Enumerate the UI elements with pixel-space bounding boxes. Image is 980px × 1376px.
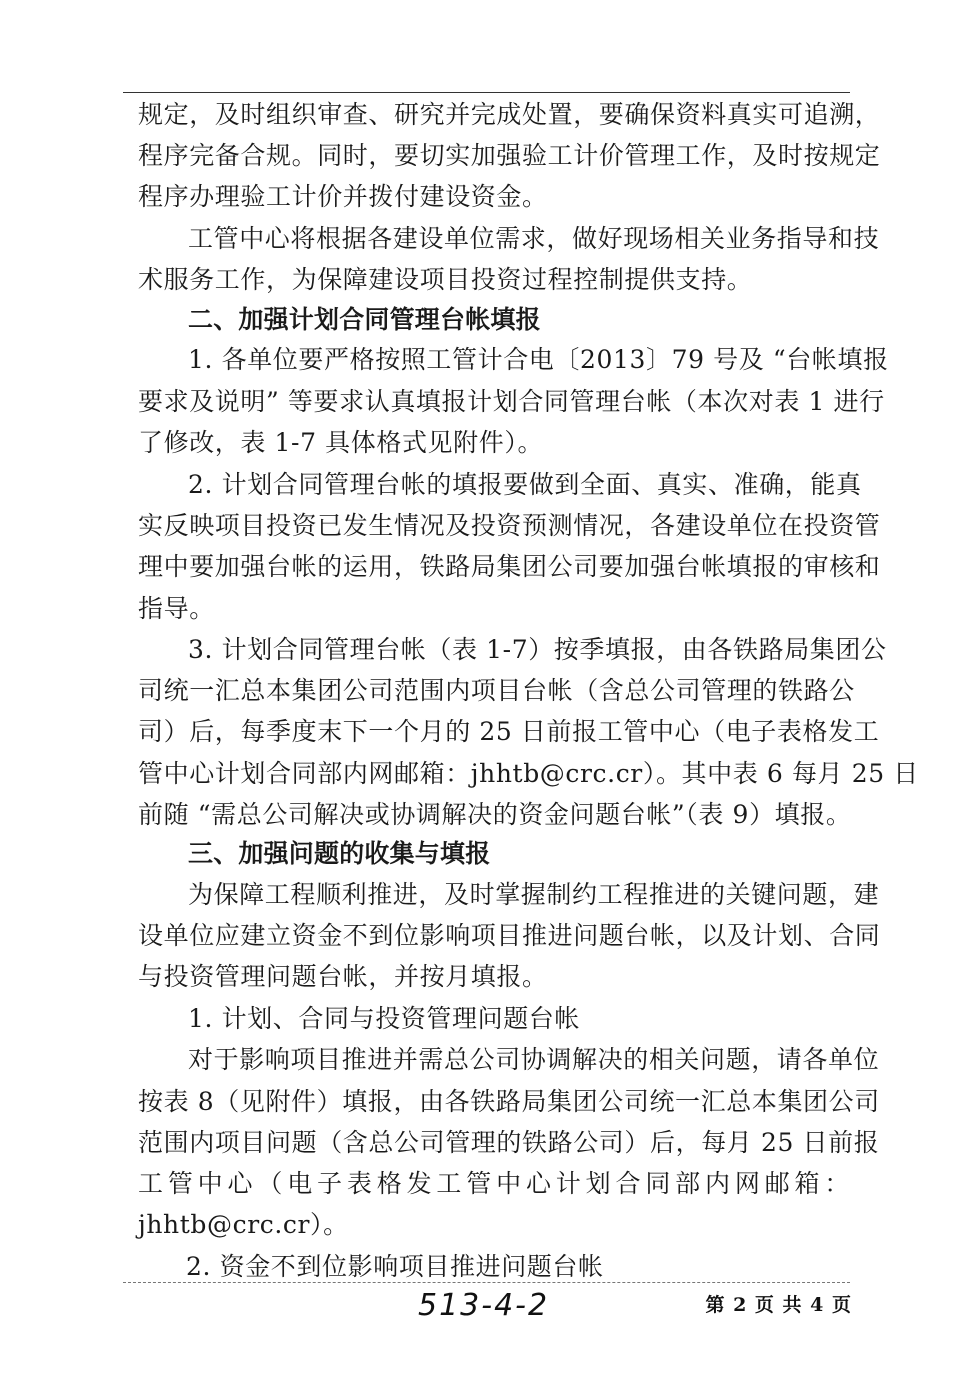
paragraph-line: 程序完备合规。同时，要切实加强验工计价管理工作，及时按规定	[138, 141, 881, 170]
paragraph-line: 指导。	[138, 594, 215, 623]
paragraph-line: 为保障工程顺利推进，及时掌握制约工程推进的关键问题，建	[188, 880, 880, 909]
paragraph-line: 管中心计划合同部内网邮箱：jhhtb@crc.cr）。其中表 6 每月 25 日	[138, 759, 919, 788]
paragraph-line: 3. 计划合同管理台帐（表 1-7）按季填报，由各铁路局集团公	[188, 635, 887, 664]
paragraph-line: 与投资管理问题台帐，并按月填报。	[138, 962, 548, 991]
paragraph-line: 1. 各单位要严格按照工管计合电〔2013〕79 号及 “台帐填报	[188, 345, 889, 374]
paragraph-line: 司统一汇总本集团公司范围内项目台帐（含总公司管理的铁路公	[138, 676, 855, 705]
paragraph-line: 理中要加强台帐的运用，铁路局集团公司要加强台帐填报的审核和	[138, 552, 881, 581]
paragraph-line: 程序办理验工计价并拨付建设资金。	[138, 182, 548, 211]
paragraph-line: 前随 “需总公司解决或协调解决的资金问题台帐”（表 9）填报。	[138, 800, 852, 829]
paragraph-line: 范围内项目问题（含总公司管理的铁路公司）后，每月 25 日前报	[138, 1128, 880, 1157]
subsection-heading: 2. 资金不到位影响项目推进问题台帐	[186, 1252, 604, 1281]
paragraph-line: 了修改，表 1-7 具体格式见附件）。	[138, 428, 544, 457]
paragraph-line: jhhtb@crc.cr）。	[138, 1210, 349, 1239]
paragraph-line: 工管中心（电子表格发工管中心计划合同部内网邮箱：	[138, 1169, 850, 1198]
paragraph-line: 术服务工作，为保障建设项目投资过程控制提供支持。	[138, 265, 753, 294]
handwritten-code: 513-4-2	[418, 1288, 550, 1323]
header-rule	[123, 92, 850, 93]
paragraph-line: 2. 计划合同管理台帐的填报要做到全面、真实、准确，能真	[188, 470, 862, 499]
paragraph-line: 按表 8（见附件）填报，由各铁路局集团公司统一汇总本集团公司	[138, 1087, 880, 1116]
page-indicator: 第 2 页 共 4 页	[705, 1294, 852, 1316]
paragraph-line: 司）后，每季度末下一个月的 25 日前报工管中心（电子表格发工	[138, 717, 880, 746]
subsection-heading: 1. 计划、合同与投资管理问题台帐	[188, 1004, 581, 1033]
paragraph-line: 设单位应建立资金不到位影响项目推进问题台帐，以及计划、合同	[138, 921, 881, 950]
paragraph-line: 要求及说明” 等要求认真填报计划合同管理台帐（本次对表 1 进行	[138, 387, 885, 416]
paragraph-line: 实反映项目投资已发生情况及投资预测情况，各建设单位在投资管	[138, 511, 881, 540]
footer-rule	[123, 1282, 850, 1283]
paragraph-line: 规定，及时组织审查、研究并完成处置，要确保资料真实可追溯，	[138, 100, 881, 129]
section-heading: 三、加强问题的收集与填报	[188, 839, 491, 868]
paragraph-line: 工管中心将根据各建设单位需求，做好现场相关业务指导和技	[188, 224, 880, 253]
section-heading: 二、加强计划合同管理台帐填报	[188, 305, 541, 334]
paragraph-line: 对于影响项目推进并需总公司协调解决的相关问题，请各单位	[188, 1045, 880, 1074]
